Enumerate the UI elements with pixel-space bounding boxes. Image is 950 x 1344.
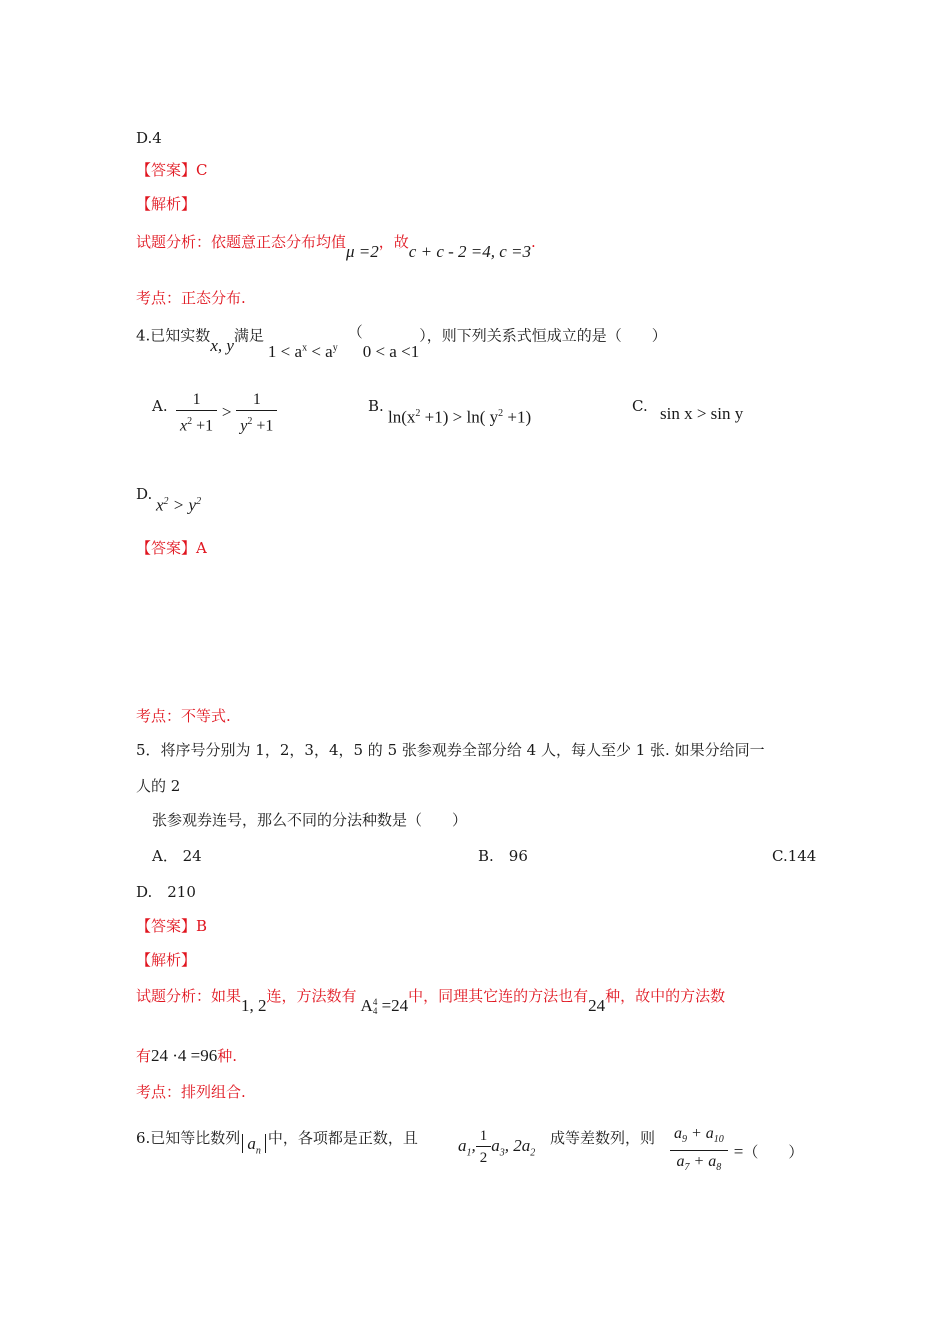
- q4-answer: [136, 538, 207, 558]
- q6-stem-text3: 成等差数列，则: [550, 1129, 656, 1147]
- stem-text: 满足: [233, 326, 264, 345]
- sequence-an: $a_n$: [242, 1134, 266, 1153]
- analysis-text: 种，故中的方法数: [605, 987, 726, 1005]
- q4-option-a: [176, 390, 277, 437]
- stem-text: 4.已知实数: [136, 326, 211, 345]
- q5-option-a: A． 24: [152, 847, 202, 865]
- q6-ratio: [670, 1124, 803, 1179]
- q3-answer: [136, 160, 208, 180]
- analysis-text: 试题分析：如果: [136, 987, 242, 1005]
- q4-option-b: $\ln(x^2 +1) > \ln$( $y^2 +1$): [388, 407, 532, 427]
- q5-option-d: D. 210: [136, 883, 196, 901]
- q4-option-b-label: B.: [368, 397, 384, 415]
- q4-stem: [136, 322, 667, 361]
- analysis-end: .: [531, 233, 536, 251]
- q4-option-a-label: A.: [152, 397, 168, 415]
- fraction-ratio: $\frac{a_9 + a_{10}}{a_7 + a_8}$: [670, 1124, 728, 1179]
- q5-stem-line2: 人的 2: [136, 777, 181, 795]
- math-mu: μ =2: [346, 242, 379, 261]
- q5-stem-line3: 张参观券连号，那么不同的分法种数是（ ）: [152, 811, 468, 829]
- math-condition: 0 < a <1: [362, 341, 420, 361]
- stem-tail: ），则下列关系式恒成立的是（ ）: [419, 326, 667, 345]
- q5-stem-line1: 5．将序号分别为 1，2，3，4，5 的 5 张参观券全部分给 4 人，每人至少 1 张. 如果分给同一: [136, 741, 765, 759]
- answer-value: C: [196, 161, 208, 179]
- math-xy: x, y: [210, 335, 234, 355]
- q4-kaodian: 考点：不等式.: [136, 707, 231, 725]
- fraction: $\frac{1}{y^2 +1}$: [236, 390, 277, 437]
- q4-option-d-label: D.: [136, 485, 153, 503]
- analysis-text: 试题分析：依题意正态分布均值: [136, 233, 347, 251]
- q5-analysis-label: 【解析】: [136, 951, 197, 969]
- q5-kaodian: 考点：排列组合.: [136, 1083, 246, 1101]
- math-inequality: $1 < a^x < a^y$: [267, 341, 338, 361]
- equals-sign: =: [733, 1141, 744, 1161]
- q3-analysis-label: 【解析】: [136, 195, 197, 213]
- answer-label: 【答案】: [136, 917, 197, 935]
- math-a44: A 4 4 =24: [360, 996, 409, 1017]
- q3-option-d: D.4: [136, 129, 162, 147]
- q5-analysis-line1: [136, 986, 726, 1017]
- stem-tail: （ ）: [743, 1143, 804, 1162]
- answer-label: 【答案】: [136, 539, 197, 557]
- q5-option-b: B. 96: [478, 847, 528, 865]
- math-c: c + c - 2 =4, c =3: [408, 242, 532, 261]
- q5-answer: [136, 916, 207, 936]
- gt-sign: >: [221, 402, 232, 422]
- math-24: 24: [588, 996, 606, 1015]
- q5-analysis-line2: [136, 1046, 237, 1066]
- q4-option-c: sin x > sin y: [660, 404, 744, 423]
- stem-text: 6.已知等比数列: [136, 1129, 241, 1147]
- paren-open: （: [347, 322, 363, 341]
- math-product: 24 ·4 =96: [151, 1046, 218, 1065]
- fraction: $\frac{1}{x^2 +1}$: [176, 390, 217, 437]
- q3-kaodian: 考点：正态分布.: [136, 289, 246, 307]
- q6-stem: [136, 1128, 418, 1155]
- fraction-half: $\frac{1}{2}$: [476, 1126, 492, 1169]
- stem-text: 中，各项都是正数，且: [267, 1129, 418, 1147]
- analysis-text: ，故: [378, 233, 409, 251]
- answer-value: B: [196, 917, 208, 935]
- q3-analysis: [136, 232, 536, 261]
- q5-option-c: C.144: [772, 847, 817, 865]
- q4-option-c-label: C.: [632, 397, 648, 415]
- analysis-text: 中，同理其它连的方法也有: [408, 987, 589, 1005]
- q4-option-d: $x^2 > y^2$: [156, 495, 202, 515]
- q6-condition: $a_1$, $\frac{1}{2}$ $a_3$, $2a_2$: [458, 1126, 535, 1169]
- analysis-text: 连，方法数有: [266, 987, 357, 1005]
- analysis-text: 有: [136, 1047, 152, 1065]
- math-12: 1, 2: [241, 996, 267, 1015]
- analysis-text: 种.: [217, 1047, 238, 1065]
- answer-label: 【答案】: [136, 161, 197, 179]
- answer-value: A: [196, 539, 207, 557]
